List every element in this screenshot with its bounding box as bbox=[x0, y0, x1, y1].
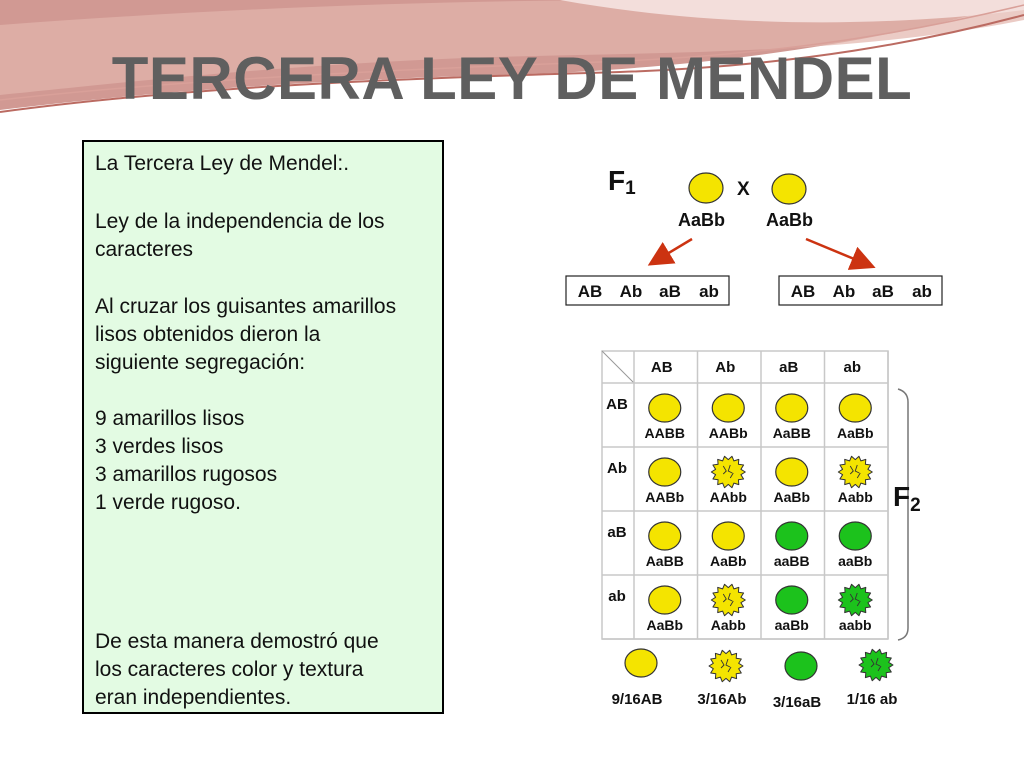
gamete-left-AB: AB bbox=[577, 282, 603, 301]
arrow-left bbox=[652, 239, 692, 263]
genotype-AaBB: AaBB bbox=[645, 553, 684, 569]
phenotype-ratios bbox=[612, 649, 898, 711]
col-header-ab: ab bbox=[843, 359, 862, 376]
box-result-3: 3 amarillos rugosos bbox=[95, 463, 278, 486]
pea-AaBB bbox=[776, 394, 808, 422]
box-intro-line-1: Al cruzar los guisantes amarillos bbox=[95, 295, 397, 318]
ratio-pea-4 bbox=[859, 649, 893, 680]
genotype-Aabb: Aabb bbox=[837, 489, 873, 505]
pea-aaBb bbox=[776, 586, 808, 614]
pea-AaBb bbox=[649, 586, 681, 614]
gamete-right-aB: aB bbox=[872, 282, 894, 301]
f2-bracket bbox=[898, 389, 908, 640]
genotype-aaBb: aaBb bbox=[838, 553, 873, 569]
box-result-2: 3 verdes lisos bbox=[95, 435, 224, 458]
ratio-label-3: 3/16aB bbox=[772, 694, 822, 711]
ratio-label-1: 9/16AB bbox=[611, 691, 663, 708]
genotype-AaBb: AaBb bbox=[646, 617, 684, 633]
ratio-label-2: 3/16Ab bbox=[697, 691, 747, 708]
ratio-pea-2 bbox=[709, 650, 743, 681]
page-title: TERCERA LEY DE MENDEL bbox=[111, 45, 913, 112]
row-header-ab: ab bbox=[608, 588, 626, 605]
box-conclusion-line-2: los caracteres color y textura bbox=[95, 658, 364, 681]
cross-sign: X bbox=[737, 179, 750, 200]
pea-AaBB bbox=[649, 522, 681, 550]
genotype-Aabb: Aabb bbox=[710, 617, 746, 633]
genotype-AABb: AABb bbox=[645, 489, 685, 505]
gamete-right-Ab: Ab bbox=[832, 282, 856, 301]
pea-AABb bbox=[712, 394, 744, 422]
row-header-AB: AB bbox=[606, 396, 628, 413]
parent-genotype-left: AaBb bbox=[678, 210, 726, 230]
genotype-AaBb: AaBb bbox=[773, 489, 811, 505]
col-header-Ab: Ab bbox=[715, 359, 736, 376]
row-header-aB: aB bbox=[607, 524, 627, 541]
pea-aaBB bbox=[776, 522, 808, 550]
parent-genotype-right: AaBb bbox=[766, 210, 814, 230]
genotype-aabb: aabb bbox=[838, 617, 872, 633]
box-intro-line-3: siguiente segregación: bbox=[95, 351, 306, 374]
box-intro-line-2: lisos obtenidos dieron la bbox=[95, 323, 321, 346]
box-heading: La Tercera Ley de Mendel:. bbox=[95, 152, 350, 175]
pea-AaBb bbox=[839, 394, 871, 422]
box-result-1: 9 amarillos lisos bbox=[95, 407, 245, 430]
ratio-label-4: 1/16 ab bbox=[846, 691, 898, 708]
genotype-AaBB: AaBB bbox=[772, 425, 811, 441]
col-header-aB: aB bbox=[779, 359, 799, 376]
pea-AaBb bbox=[712, 522, 744, 550]
f1-label: F1 bbox=[608, 165, 636, 199]
genotype-AABB: AABB bbox=[644, 425, 685, 441]
ratio-pea-3 bbox=[785, 652, 817, 680]
punnett-square bbox=[602, 351, 888, 639]
gamete-left-Ab: Ab bbox=[619, 282, 643, 301]
gamete-left-ab: ab bbox=[699, 282, 719, 301]
parent-pea-left bbox=[689, 173, 723, 203]
genotype-AaBb: AaBb bbox=[836, 425, 874, 441]
pea-AaBb bbox=[776, 458, 808, 486]
pea-AABB bbox=[649, 394, 681, 422]
box-subheading-line-2: caracteres bbox=[95, 238, 194, 261]
box-conclusion-line-3: eran independientes. bbox=[95, 686, 292, 709]
row-header-Ab: Ab bbox=[607, 460, 627, 477]
parent-pea-right bbox=[772, 174, 806, 204]
gamete-right-ab: ab bbox=[912, 282, 932, 301]
arrow-right bbox=[806, 239, 871, 266]
pea-aaBb bbox=[839, 522, 871, 550]
ratio-pea-1 bbox=[625, 649, 657, 677]
genotype-aaBb: aaBb bbox=[774, 617, 809, 633]
gamete-left-aB: aB bbox=[659, 282, 681, 301]
genotype-AaBb: AaBb bbox=[709, 553, 747, 569]
genotype-AAbb: AAbb bbox=[709, 489, 747, 505]
genotype-AABb: AABb bbox=[708, 425, 748, 441]
pea-AABb bbox=[649, 458, 681, 486]
col-header-AB: AB bbox=[650, 359, 673, 376]
genotype-aaBB: aaBB bbox=[773, 553, 810, 569]
box-subheading-line-1: Ley de la independencia de los bbox=[95, 210, 385, 233]
f2-label: F2 bbox=[893, 481, 921, 516]
box-conclusion-line-1: De esta manera demostró que bbox=[95, 630, 379, 653]
box-result-4: 1 verde rugoso. bbox=[95, 491, 241, 514]
gamete-right-AB: AB bbox=[790, 282, 816, 301]
